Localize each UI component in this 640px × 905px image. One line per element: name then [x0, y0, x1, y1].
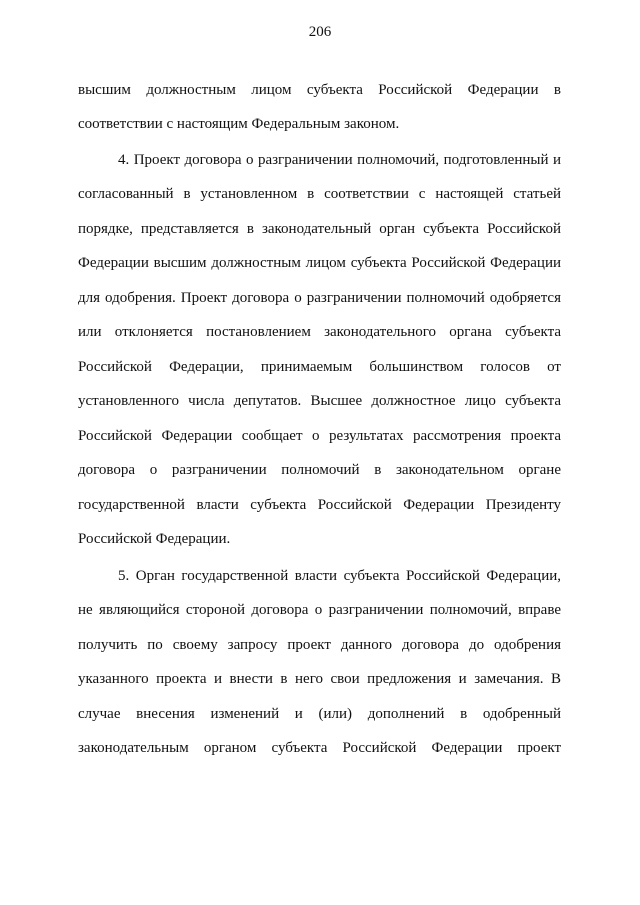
page-number: 206 [308, 24, 332, 40]
text-line: соответствии с настоящим Федеральным законом. [78, 116, 400, 132]
text-line: Федерации высшим должностным лицом субъекта Российской Федерации [78, 255, 561, 271]
text-line: законодательным органом субъекта Российской Федерации проект [78, 740, 561, 756]
text-line: порядке, представляется в законодательный орган субъекта Российской [78, 221, 561, 237]
text-line: установленного числа депутатов. Высшее должностное лицо субъекта [78, 393, 561, 409]
text-line: Российской Федерации, принимаемым большинством голосов от [78, 359, 561, 375]
text-line: не являющийся стороной договора о разграничении полномочий, вправе [78, 602, 561, 618]
text-line: высшим должностным лицом субъекта Российской Федерации в [78, 82, 561, 98]
text-line: согласованный в установленном в соответствии с настоящей статьей [78, 186, 561, 202]
text-line: договора о разграничении полномочий в законодательном органе [78, 462, 561, 478]
text-line: случае внесения изменений и (или) дополнений в одобренный [78, 706, 561, 722]
text-line: государственной власти субъекта Российской Федерации Президенту [78, 497, 561, 513]
text-line: для одобрения. Проект договора о разграничении полномочий одобряется [78, 290, 561, 306]
text-line: или отклоняется постановлением законодательного органа субъекта [78, 324, 561, 340]
text-line: получить по своему запросу проект данного договора до одобрения [78, 637, 561, 653]
text-line: указанного проекта и внести в него свои предложения и замечания. В [78, 671, 561, 687]
text-line: 4. Проект договора о разграничении полномочий, подготовленный и [118, 152, 561, 168]
text-line: Российской Федерации. [78, 531, 231, 547]
text-line: 5. Орган государственной власти субъекта Российской Федерации, [118, 568, 561, 584]
text-line: Российской Федерации сообщает о результатах рассмотрения проекта [78, 428, 561, 444]
